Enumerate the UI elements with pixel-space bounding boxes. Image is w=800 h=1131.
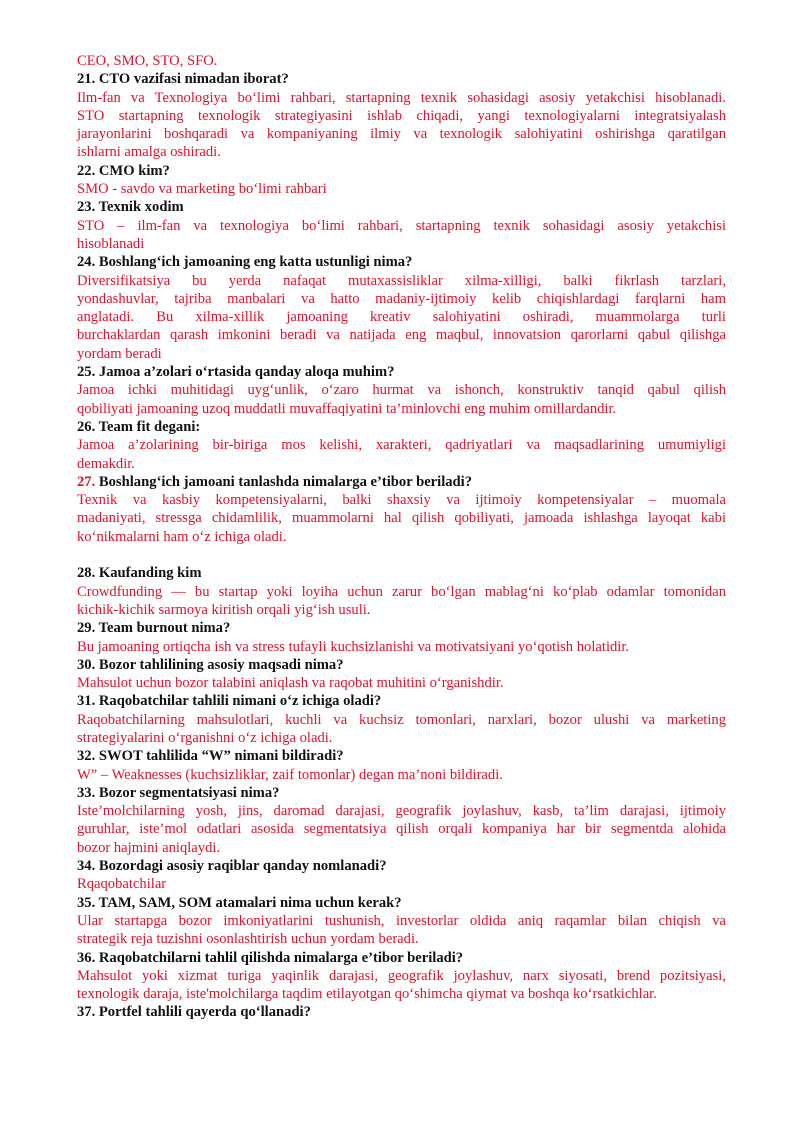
answer: [77, 967, 726, 1004]
answer-line: SMO - savdo va marketing bo‘limi rahbari: [77, 181, 327, 198]
question: [77, 473, 726, 491]
answer: [77, 436, 726, 473]
answer: [77, 180, 726, 198]
blank-line: [77, 546, 726, 564]
answer-line: Mahsulot uchun bozor talabini aniqlash va raqobat muhitini o‘rganishdir.: [77, 675, 504, 692]
answer-line: Mahsulot yoki xizmat turiga yaqinlik darajasi, geografik joylashuv, narx siyosati, brend pozitsiyasi,: [77, 967, 726, 984]
question-text: 37. Portfel tahlili qayerda qo‘llanadi?: [77, 1004, 311, 1021]
answer: [77, 802, 726, 857]
question: [77, 564, 726, 582]
question: [77, 692, 726, 710]
answer-line: bozor hajmini aniqlaydi.: [77, 839, 221, 856]
answer-line: Ilm-fan va Texnologiya bo‘limi rahbari, startapning texnik sohasidagi asosiy yetakchisi hisoblanadi.: [77, 89, 726, 106]
answer-line: Rqaqobatchilar: [77, 876, 167, 893]
answer: [77, 491, 726, 546]
question-text: 23. Texnik xodim: [77, 199, 184, 216]
question-text: 36. Raqobatchilarni tahlil qilishda nimalarga e’tibor beriladi?: [77, 949, 464, 966]
question: [77, 949, 726, 967]
answer: [77, 912, 726, 949]
answer: [77, 217, 726, 254]
answer: [77, 674, 726, 692]
answer-line: strategik reja tuzishni osonlashtirish uchun yordam beradi.: [77, 931, 419, 948]
answer-line: ishlarni amalga oshiradi.: [77, 144, 221, 161]
answer-line: Bu jamoaning ortiqcha ish va stress tufayli kuchsizlanishi va motivatsiyani yo‘qotish holatidir.: [77, 638, 630, 655]
question-label: Boshlang‘ich jamoani tanlashda nimalarga e’tibor beriladi?: [95, 473, 473, 490]
question: [77, 619, 726, 637]
answer-line: anglatadi. Bu xilma-xillik jamoaning kreativ salohiyatini oshiradi, muammolarga turli: [77, 309, 726, 326]
answer-line: madaniyati, stressga chidamlilik, muammolarni hal qilish qobiliyati, jamoada ishlashga layoqat kabi: [77, 510, 726, 527]
question-text: 32. SWOT tahlilida “W” nimani bildiradi?: [77, 748, 344, 765]
question: [77, 363, 726, 381]
question-text: 31. Raqobatchilar tahlili nimani o‘z ichiga oladi?: [77, 693, 382, 710]
question-text: [77, 473, 726, 491]
question-text: 33. Bozor segmentatsiyasi nima?: [77, 784, 280, 801]
question: [77, 656, 726, 674]
answer-line: burchaklardan qarash imkonini beradi va natijada eng maqbul, innovatsion qarorlarni qabul qilishga: [77, 327, 726, 344]
question-text: 24. Boshlang‘ich jamoaning eng katta ustunligi nima?: [77, 254, 413, 271]
question: [77, 894, 726, 912]
answer-line: Diversifikatsiya bu yerda nafaqat mutaxassisliklar xilma-xilligi, balki fikrlash tarzlari,: [77, 272, 726, 289]
answer: [77, 272, 726, 363]
answer-line: strategiyalarini o‘rganishni o‘z ichiga oladi.: [77, 729, 333, 746]
question-text: 28. Kaufanding kim: [77, 565, 202, 582]
answer: [77, 52, 726, 70]
answer-line: W” – Weaknesses (kuchsizliklar, zaif tomonlar) degan ma’noni bildiradi.: [77, 766, 503, 783]
question-text: 21. CTO vazifasi nimadan iborat?: [77, 71, 289, 88]
answer-line: STO startapning texnologik strategiyasini ishlab chiqadi, yangi texnologiyalarni integratsiyalash: [77, 107, 726, 124]
answer: [77, 638, 726, 656]
answer-line: STO – ilm-fan va texnologiya bo‘limi rahbari, startapning texnik sohasidagi asosiy yetakchisi: [77, 217, 726, 234]
question-text: 22. CMO kim?: [77, 162, 170, 179]
question-text: 34. Bozordagi asosiy raqiblar qanday nomlanadi?: [77, 858, 387, 875]
answer-line: ko‘nikmalarni ham o‘z ichiga oladi.: [77, 528, 287, 545]
question-text: 30. Bozor tahlilining asosiy maqsadi nima?: [77, 656, 344, 673]
answer-line: guruhlar, iste’mol odatlari asosida segmentatsiya qilish orqali kompaniya har bir segmentda alohida: [77, 821, 726, 838]
answer-line: Texnik va kasbiy kompetensiyalarni, balki shaxsiy va ijtimoiy kompetensiyalar – muomala: [77, 492, 726, 509]
answer-line: yordam beradi: [77, 345, 162, 362]
answer-line: Jamoa a’zolarining bir-biriga mos kelishi, xarakteri, qadriyatlari va maqsadlarining umumiyligi: [77, 437, 726, 454]
question: [77, 198, 726, 216]
question: [77, 1003, 726, 1021]
answer-line: Jamoa ichki muhitidagi uyg‘unlik, o‘zaro hurmat va ishonch, konstruktiv tanqid qabul qilish: [77, 382, 726, 399]
answer-line: demakdir.: [77, 455, 135, 472]
answer: [77, 711, 726, 748]
answer-line: CEO, SMO, STO, SFO.: [77, 53, 218, 69]
question-text: 25. Jamoa a’zolari o‘rtasida qanday aloqa muhim?: [77, 364, 395, 381]
answer-line: kichik-kichik sarmoya kiritish orqali yig‘ish usuli.: [77, 601, 371, 618]
answer: [77, 766, 726, 784]
answer: [77, 875, 726, 893]
answer: [77, 583, 726, 620]
answer-line: Ular startapga bozor imkoniyatlarini tushunish, investorlar oldida aniq raqamlar bilan chiqish va: [77, 912, 726, 929]
question-text: 29. Team burnout nima?: [77, 620, 231, 637]
question: [77, 747, 726, 765]
answer: [77, 89, 726, 162]
answer-line: Iste’molchilarning yosh, jins, daromad darajasi, geografik joylashuv, kasb, ta’lim darajasi, ijtimoiy: [77, 803, 726, 820]
answer-line: Crowdfunding — bu startap yoki loyiha uchun zarur bo‘lgan mablag‘ni ko‘plab odamlar tomonidan: [77, 583, 726, 600]
question: [77, 70, 726, 88]
question-text: 26. Team fit degani:: [77, 418, 201, 435]
answer-line: yondashuvlar, tajriba manbalari va hatto madaniy-ijtimoiy kelib chiqishlardagi farqlarni ham: [77, 290, 726, 307]
question: [77, 418, 726, 436]
question-number: 27.: [77, 473, 96, 490]
question: [77, 253, 726, 271]
answer-line: texnologik daraja, iste'molchilarga taqdim etilayotgan qo‘shimcha qiymat va boshqa ko‘rsatkichlar.: [77, 986, 657, 1003]
answer-line: hisoblanadi: [77, 235, 145, 252]
question: [77, 857, 726, 875]
question: [77, 162, 726, 180]
question-text: 35. TAM, SAM, SOM atamalari nima uchun kerak?: [77, 894, 402, 911]
question: [77, 784, 726, 802]
answer-line: qobiliyati jamoaning uzoq muddatli muvaffaqiyatini ta’minlovchi eng muhim omillardandir.: [77, 400, 617, 417]
answer: [77, 381, 726, 418]
answer-line: Raqobatchilarning mahsulotlari, kuchli va kuchsiz tomonlari, narxlari, bozor ulushi va marketing: [77, 711, 726, 728]
answer-line: jarayonlarini boshqaradi va kompaniyaning ilmiy va texnologik salohiyatini oshirishga qaratilgan: [77, 126, 726, 143]
